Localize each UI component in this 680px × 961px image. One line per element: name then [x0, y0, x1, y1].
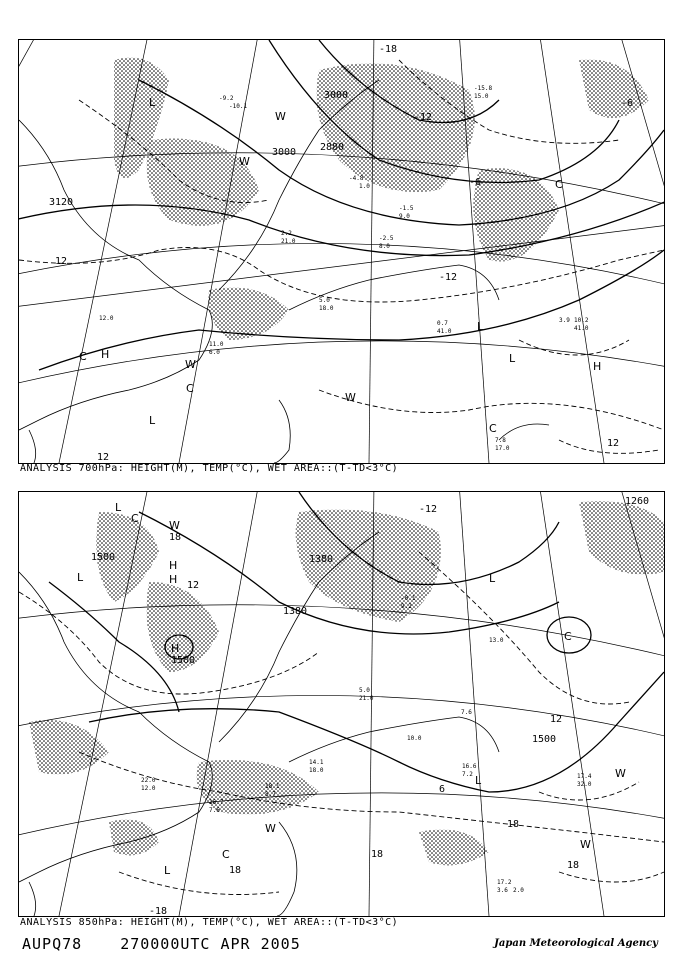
temp-label: -18: [149, 906, 168, 916]
map-850hpa: [19, 492, 664, 916]
height-label: 3000: [272, 147, 297, 158]
station-value: 8.7: [265, 791, 276, 798]
station-value: 16.6: [462, 763, 477, 770]
height-label: 1500: [532, 734, 557, 745]
caption-850hpa: ANALYSIS 850hPa: HEIGHT(M), TEMP(°C), WET AREA::(T-TD<3°C): [20, 917, 399, 928]
system-symbol: L: [115, 501, 122, 514]
system-symbol: W: [169, 519, 180, 532]
system-symbol: C: [131, 512, 139, 525]
station-value: 12.0: [99, 315, 114, 322]
system-symbol: L: [489, 572, 496, 585]
temp-label: 18: [371, 849, 384, 860]
station-value: 6.0: [209, 349, 220, 356]
station-value: -2.5: [379, 235, 394, 242]
temp-label: 12: [607, 438, 620, 449]
station-value: 18.1: [265, 783, 280, 790]
system-symbol: L: [164, 864, 171, 877]
temp-label: 18: [169, 532, 182, 543]
station-value: 7.6: [461, 709, 472, 716]
caption-700hpa: ANALYSIS 700hPa: HEIGHT(M), TEMP(°C), WET AREA::(T-TD<3°C): [20, 463, 399, 474]
system-symbol: L: [475, 774, 482, 787]
temp-label: 18: [229, 865, 242, 876]
system-symbol: W: [265, 822, 276, 835]
temp-label: -18: [379, 44, 398, 55]
station-value: -10.1: [229, 103, 248, 110]
station-value: 18.0: [319, 305, 334, 312]
station-value: 12.0: [141, 785, 156, 792]
system-symbol: W: [185, 358, 196, 371]
system-symbol: C: [555, 178, 563, 191]
station-value: 7.6: [209, 807, 220, 814]
temp-label: 18: [507, 819, 520, 830]
height-label: 1380: [283, 606, 308, 617]
temp-label: -6: [469, 177, 482, 188]
station-value: 21.0: [359, 695, 374, 702]
station-value: 16.7: [209, 799, 224, 806]
agency-name: Japan Meteorological Agency: [494, 938, 658, 949]
system-symbol: W: [345, 391, 356, 404]
system-symbol: C: [186, 382, 194, 395]
temp-label: 12: [55, 256, 68, 267]
system-symbol: H: [169, 559, 178, 572]
station-value: 41.0: [574, 325, 589, 332]
station-value: 7.8: [495, 437, 506, 444]
station-value: 17.2: [497, 879, 512, 886]
height-label: 1500: [171, 655, 196, 666]
panel-700hpa-map: [18, 39, 665, 464]
chart-footer: [22, 935, 339, 953]
wet-areas: [114, 58, 649, 341]
height-label: 1380: [309, 554, 334, 565]
height-label: 3120: [49, 197, 74, 208]
valid-time: 270000UTC APR 2005: [120, 935, 301, 953]
system-symbol: H: [171, 642, 180, 655]
height-label: 1260: [625, 496, 650, 507]
station-value: 11.0: [209, 341, 224, 348]
system-symbol: W: [580, 838, 591, 851]
station-value: -0.1: [401, 595, 416, 602]
station-value: 17.0: [495, 445, 510, 452]
temp-label: 12: [187, 580, 200, 591]
station-value: 5.0: [319, 297, 330, 304]
system-symbol: W: [275, 110, 286, 123]
station-value: 32.0: [577, 781, 592, 788]
system-symbol: H: [101, 348, 110, 361]
height-label: 1500: [91, 552, 116, 563]
temp-label: 6: [439, 784, 446, 795]
station-value: 10.0: [407, 735, 422, 742]
station-value: 1.0: [359, 183, 370, 190]
height-label: 2880: [320, 142, 345, 153]
station-value: 2.0: [513, 887, 524, 894]
system-symbol: L: [77, 571, 84, 584]
system-symbol: H: [169, 573, 178, 586]
system-symbol: H: [593, 360, 602, 373]
temp-label: 12: [550, 714, 563, 725]
station-value: 22.0: [141, 777, 156, 784]
system-symbol: L: [149, 96, 156, 109]
chart-id: AUPQ78: [22, 935, 83, 953]
system-symbol: L: [477, 320, 484, 333]
station-value: 13.0: [489, 637, 504, 644]
station-value: 21.0: [281, 238, 296, 245]
station-value: 10.2: [574, 317, 589, 324]
station-value: -1.5: [399, 205, 414, 212]
temp-label: 18: [567, 860, 580, 871]
station-value: 9.2: [401, 603, 412, 610]
station-value: 3.6: [497, 887, 508, 894]
temp-label: -12: [414, 112, 433, 123]
system-symbol: C: [222, 848, 230, 861]
station-value: 3.9: [559, 317, 570, 324]
station-value: 15.0: [474, 93, 489, 100]
system-symbol: W: [615, 767, 626, 780]
system-symbol: L: [509, 352, 516, 365]
temp-label: -6: [621, 98, 634, 109]
station-value: -15.8: [474, 85, 493, 92]
temp-label: -12: [419, 504, 438, 515]
station-value: 0.7: [437, 320, 448, 327]
system-symbol: C: [564, 630, 572, 643]
station-value: 7.2: [462, 771, 473, 778]
station-value: 5.0: [359, 687, 370, 694]
temp-label: -12: [439, 272, 458, 283]
station-value: 17.4: [577, 773, 592, 780]
system-symbol: C: [489, 422, 497, 435]
station-value: 18.0: [309, 767, 324, 774]
height-label: 3000: [324, 90, 349, 101]
station-value: 41.0: [437, 328, 452, 335]
station-value: 14.1: [309, 759, 324, 766]
temp-label: 12: [97, 452, 110, 463]
panel-850hpa-map: [18, 491, 665, 917]
system-symbol: L: [149, 414, 156, 427]
station-value: 9.0: [399, 213, 410, 220]
system-symbol: C: [79, 350, 87, 363]
station-value: 8.0: [379, 243, 390, 250]
station-value: 2.2: [281, 230, 292, 237]
station-value: -9.2: [219, 95, 234, 102]
system-symbol: W: [239, 155, 250, 168]
station-value: -4.8: [349, 175, 364, 182]
map-700hpa: [19, 40, 664, 463]
